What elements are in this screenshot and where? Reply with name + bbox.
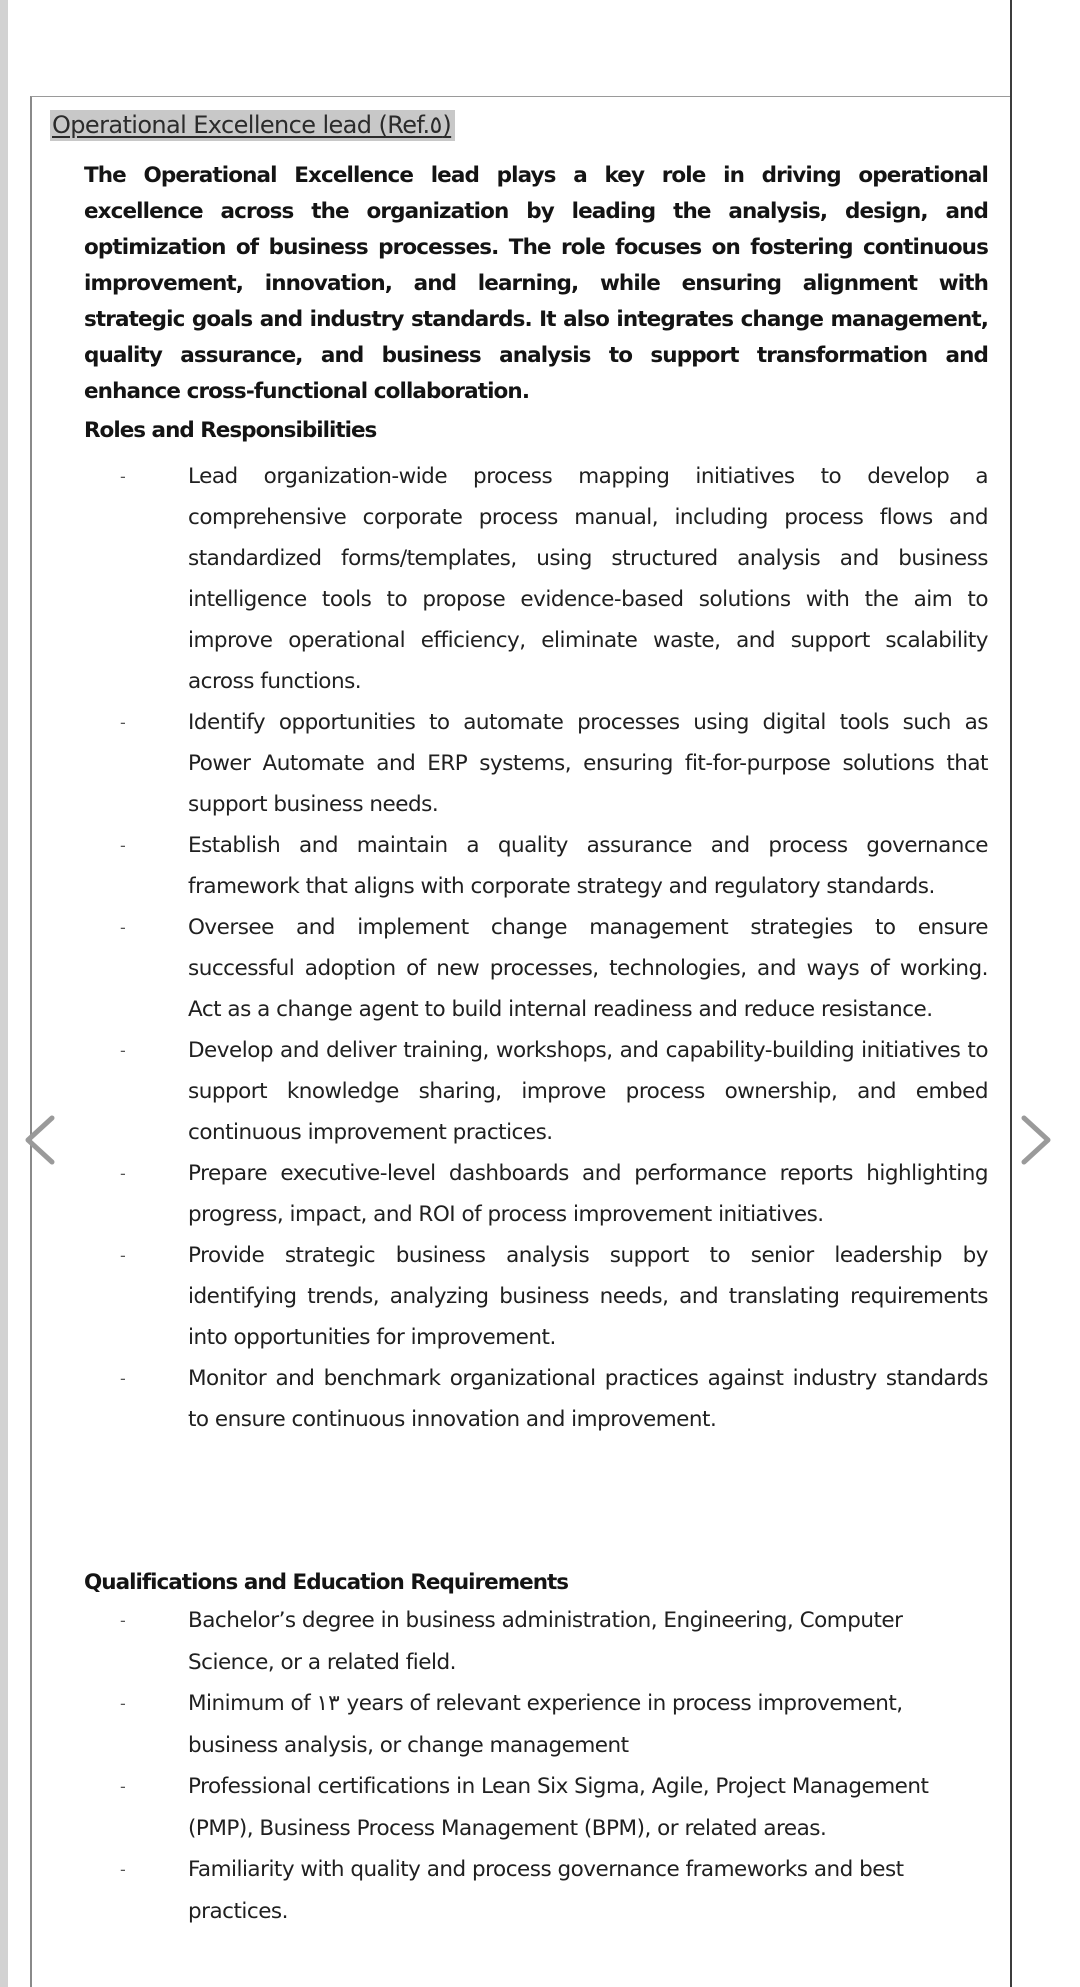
role-text: Develop and deliver training, workshops, and capability-building initiatives to support knowledge sharing, improve process ownership, and embed continuous improvement practices. [188,1038,988,1145]
chevron-right-icon [1016,1112,1056,1168]
role-text: Provide strategic business analysis support to senior leadership by identifying trends, analyzing business needs, and translating requirements into opportunities for improvement. [188,1243,988,1350]
qualification-item [0,1849,988,1932]
bullet: - [120,918,126,937]
job-summary: The Operational Excellence lead plays a key role in driving operational excellence across the organization by leading the analysis, design, and optimization of business processes. The role focuses on fostering continuous improvement, innovation, and learning, while ensuring alignment with strategic goals and industry standards. It also integrates change management, quality assurance, and business analysis to support transformation and enhance cross-functional collaboration. [84,163,988,404]
role-item [0,1358,988,1440]
qualification-item [0,1683,988,1766]
bullet: - [120,1369,126,1388]
qualification-text: Minimum of ١٣ years of relevant experience in process improvement, business analysis, or change management [188,1691,903,1758]
bullet: - [120,1777,126,1796]
roles-list [0,456,1010,1440]
qualification-text: Familiarity with quality and process governance frameworks and best practices. [188,1857,904,1924]
role-item [0,1153,988,1235]
role-text: Monitor and benchmark organizational practices against industry standards to ensure continuous innovation and improvement. [188,1366,988,1432]
bullet: - [120,1246,126,1265]
qualification-text: Professional certifications in Lean Six Sigma, Agile, Project Management (PMP), Business Process Management (BPM), or related areas. [188,1774,929,1841]
role-text: Oversee and implement change management strategies to ensure successful adoption of new processes, technologies, and ways of working. Act as a change agent to build internal readiness and reduce resistance. [188,915,988,1022]
qualifications-list [0,1600,1010,1932]
next-page-button[interactable] [1016,1112,1056,1168]
role-item [0,1030,988,1153]
role-item [0,702,988,825]
bullet: - [120,1694,126,1713]
bullet: - [120,467,126,486]
qualifications-heading: Qualifications and Education Requirements [84,1570,569,1595]
roles-heading: Roles and Responsibilities [84,418,377,443]
qualification-item [0,1600,988,1683]
role-text: Prepare executive-level dashboards and performance reports highlighting progress, impact, and ROI of process improvement initiatives. [188,1161,988,1227]
role-text: Lead organization-wide process mapping initiatives to develop a comprehensive corporate process manual, including process flows and standardized forms/templates, using structured analysis and business intelligence tools to propose evidence-based solutions with the aim to improve operational efficiency, eliminate waste, and support scalability across functions. [188,464,988,694]
bullet: - [120,1164,126,1183]
role-item [0,1235,988,1358]
role-item [0,456,988,702]
bullet: - [120,836,126,855]
qualification-text: Bachelor’s degree in business administration, Engineering, Computer Science, or a related field. [188,1608,903,1675]
bullet: - [120,713,126,732]
job-title: Operational Excellence lead (Ref.٥) [50,110,455,141]
viewer-right-gutter [1012,0,1080,1987]
role-text: Establish and maintain a quality assurance and process governance framework that aligns with corporate strategy and regulatory standards. [188,833,988,899]
bullet: - [120,1611,126,1630]
role-item [0,825,988,907]
bullet: - [120,1041,126,1060]
role-text: Identify opportunities to automate processes using digital tools such as Power Automate and ERP systems, ensuring fit-for-purpose solutions that support business needs. [188,710,988,817]
qualification-item [0,1766,988,1849]
bullet: - [120,1860,126,1879]
role-item [0,907,988,1030]
